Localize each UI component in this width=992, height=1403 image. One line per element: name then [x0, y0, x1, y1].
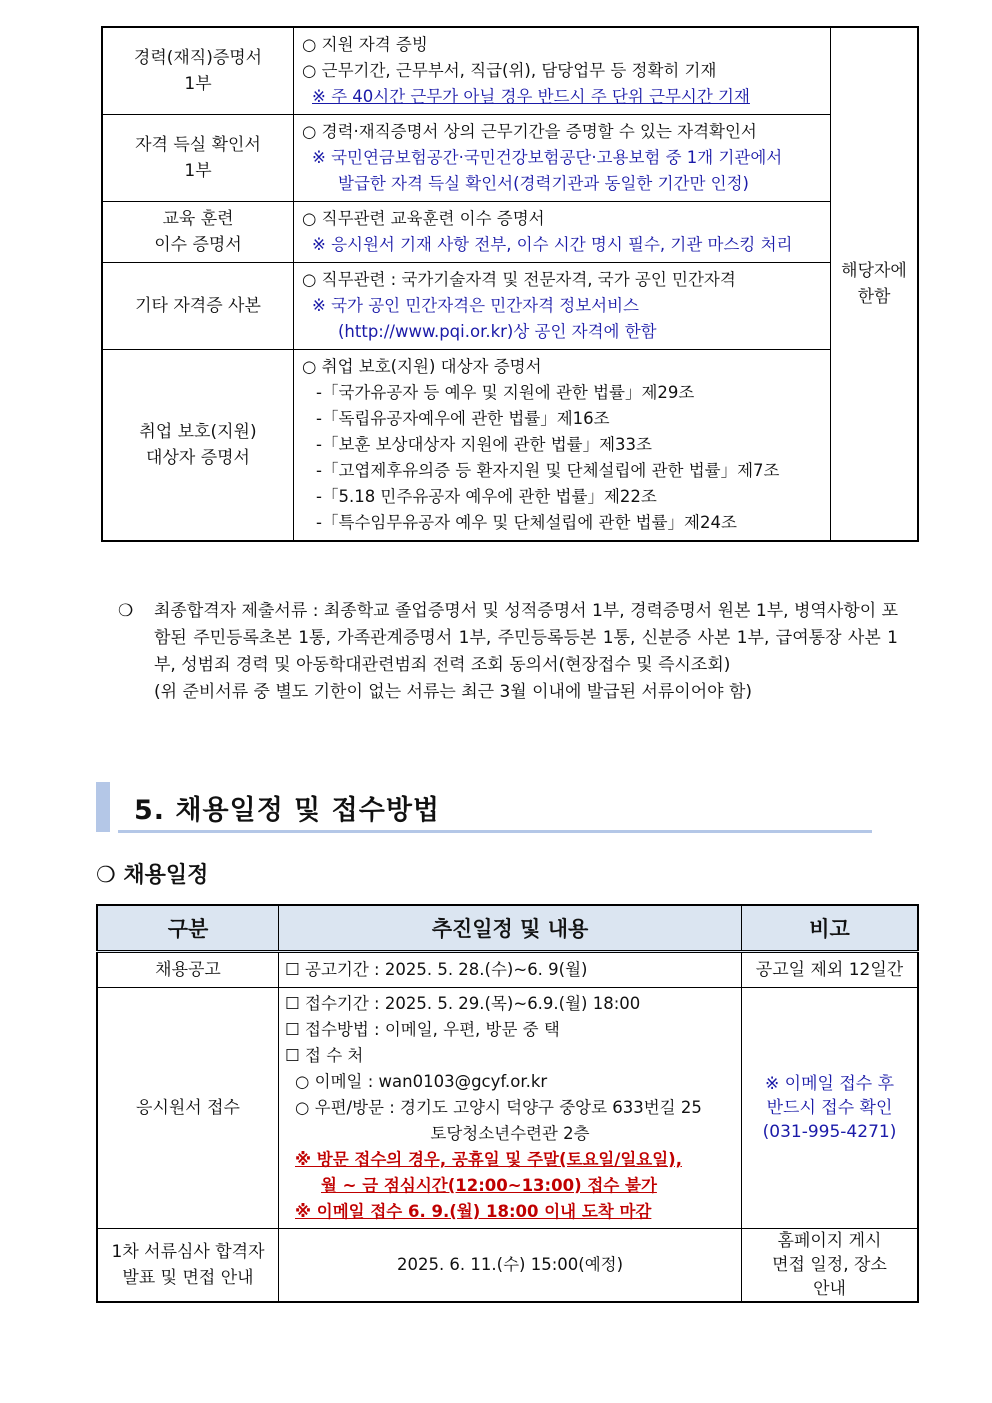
document-detail-line: ○ 경력·재직증명서 상의 근무기간을 증명할 수 있는 자격확인서 [302, 122, 757, 141]
final-documents-text: 최종합격자 제출서류 : 최종학교 졸업증명서 및 성적증명서 1부, 경력증명서 원본 1부, 병역사항이 포함된 주민등록초본 1통, 가족관계증명서 1부, 주민등록등본 1통, 신분증 사본 1부, 급여통장 사본 1부, 성범죄 경력 및 아동학대관련범죄 전력 조회 동의서(현장접수 및 즉시조회) [154, 601, 898, 675]
document-detail-line: -「특수임무유공자 예우 및 단체설립에 관한 법률」제24조 [316, 513, 737, 532]
document-detail-line: -「국가유공자 등 예우 및 지원에 관한 법률」제29조 [316, 383, 695, 402]
application-detail-line: ☐ 접수기간 : 2025. 5. 29.(목)~6.9.(월) 18:00 [285, 994, 641, 1013]
schedule-row-application [97, 988, 918, 1229]
document-detail-line: -「5.18 민주유공자 예우에 관한 법률」제22조 [316, 487, 657, 506]
application-detail-line: ※ 방문 접수의 경우, 공휴일 및 주말(토요일/일요일), [295, 1150, 682, 1169]
category-cell: 응시원서 접수 [97, 988, 279, 1229]
document-detail-line: ○ 근무기간, 근무부서, 직급(위), 담당업무 등 정확히 기재 [302, 61, 717, 80]
document-name-line: 1부 [184, 74, 212, 94]
schedule-table [96, 904, 919, 1303]
remark-cell: 공고일 제외 12일간 [742, 952, 919, 988]
heading-accent-bar [96, 782, 110, 832]
document-detail-cell [294, 263, 831, 350]
schedule-row-results [97, 1229, 918, 1303]
document-detail-line: ○ 직무관련 : 국가기술자격 및 전문자격, 국가 공인 민간자격 [302, 270, 736, 289]
document-name-cell [102, 202, 294, 263]
application-detail-line: ☐ 접 수 처 [285, 1046, 364, 1065]
application-remark-line: ※ 이메일 접수 후 [765, 1074, 894, 1094]
application-detail-line: ※ 이메일 접수 6. 9.(월) 18:00 이내 도착 마감 [295, 1202, 652, 1221]
section-title: 5. 채용일정 및 접수방법 [134, 795, 440, 826]
remark-cell [742, 1229, 919, 1303]
final-documents-note [118, 598, 898, 706]
document-detail-cell [294, 115, 831, 202]
document-name-cell [102, 27, 294, 115]
applicability-note-cell [831, 27, 919, 541]
document-name-line: 취업 보호(지원) [139, 422, 257, 442]
content-cell: 2025. 6. 11.(수) 15:00(예정) [279, 1229, 742, 1303]
document-name-line: 경력(재직)증명서 [133, 48, 263, 68]
schedule-subheading: ❍ 채용일정 [96, 863, 209, 888]
applicability-note-line: 해당자에 [841, 261, 907, 281]
heading-underline [118, 830, 872, 833]
document-name-line: 1부 [184, 161, 212, 181]
schedule-header-row [97, 905, 918, 952]
document-row [102, 202, 918, 263]
content-cell [279, 988, 742, 1229]
applicability-note-line: 한함 [857, 287, 891, 307]
category-cell [97, 1229, 279, 1303]
application-remark-line: 반드시 접수 확인 [766, 1098, 893, 1118]
results-remark-line: 안내 [813, 1279, 846, 1299]
document-detail-cell [294, 202, 831, 263]
final-documents-validity-note: (위 준비서류 중 별도 기한이 없는 서류는 최근 3월 이내에 발급된 서류이어야 함) [154, 682, 753, 702]
header-category: 구분 [97, 905, 279, 952]
results-category-line: 1차 서류심사 합격자 [111, 1242, 265, 1262]
document-name-line: 기타 자격증 사본 [135, 296, 261, 316]
document-name-line: 대상자 증명서 [146, 448, 250, 468]
document-name-line: 자격 득실 확인서 [135, 135, 261, 155]
document-detail-line: ※ 국가 공인 민간자격은 민간자격 정보서비스 [312, 296, 639, 315]
results-category-line: 발표 및 면접 안내 [122, 1268, 254, 1288]
document-row [102, 115, 918, 202]
section-heading [96, 782, 872, 834]
application-detail-line: ○ 이메일 : wan0103@gcyf.or.kr [295, 1072, 548, 1091]
document-detail-line: -「고엽제후유의증 등 환자지원 및 단체설립에 관한 법률」제7조 [316, 461, 780, 480]
remark-cell [742, 988, 919, 1229]
document-detail-line: ※ 주 40시간 근무가 아닐 경우 반드시 주 단위 근무시간 기재 [312, 87, 750, 106]
document-detail-cell [294, 350, 831, 542]
bullet-icon: ❍ [118, 601, 134, 621]
document-detail-cell [294, 27, 831, 115]
document-row [102, 27, 918, 115]
document-detail-line: -「보훈 보상대상자 지원에 관한 법률」제33조 [316, 435, 652, 454]
content-cell: ☐ 공고기간 : 2025. 5. 28.(수)~6. 9(월) [279, 952, 742, 988]
document-detail-line: 발급한 자격 득실 확인서(경력기관과 동일한 기간만 인정) [338, 174, 749, 193]
results-remark-line: 홈페이지 게시 [777, 1231, 882, 1251]
application-detail-line: ☐ 접수방법 : 이메일, 우편, 방문 중 택 [285, 1020, 560, 1039]
document-detail-line: (http://www.pqi.or.kr)상 공인 자격에 한함 [338, 322, 657, 341]
document-detail-line: ○ 취업 보호(지원) 대상자 증명서 [302, 357, 542, 376]
application-detail-line: 토당청소년수련관 2층 [430, 1124, 590, 1143]
document-name-cell [102, 115, 294, 202]
category-cell: 채용공고 [97, 952, 279, 988]
document-detail-line: ○ 지원 자격 증빙 [302, 35, 428, 54]
document-row [102, 263, 918, 350]
schedule-row-announcement [97, 952, 918, 988]
application-remark-line: (031-995-4271) [762, 1122, 897, 1142]
document-name-line: 이수 증명서 [154, 235, 242, 255]
results-remark-line: 면접 일정, 장소 [772, 1255, 887, 1275]
documents-table [101, 26, 919, 542]
document-name-line: 교육 훈련 [162, 209, 234, 229]
document-detail-line: ※ 국민연금보험공간·국민건강보험공단·고용보험 중 1개 기관에서 [312, 148, 783, 167]
header-content: 추진일정 및 내용 [279, 905, 742, 952]
application-detail-line: 월 ~ 금 점심시간(12:00~13:00) 접수 불가 [321, 1176, 657, 1195]
document-name-cell [102, 350, 294, 542]
header-remark: 비고 [742, 905, 919, 952]
document-row [102, 350, 918, 542]
document-detail-line: ○ 직무관련 교육훈련 이수 증명서 [302, 209, 545, 228]
application-detail-line: ○ 우편/방문 : 경기도 고양시 덕양구 중앙로 633번길 25 [295, 1098, 702, 1117]
document-detail-line: ※ 응시원서 기재 사항 전부, 이수 시간 명시 필수, 기관 마스킹 처리 [312, 235, 793, 254]
document-name-cell [102, 263, 294, 350]
document-detail-line: -「독립유공자예우에 관한 법률」제16조 [316, 409, 610, 428]
